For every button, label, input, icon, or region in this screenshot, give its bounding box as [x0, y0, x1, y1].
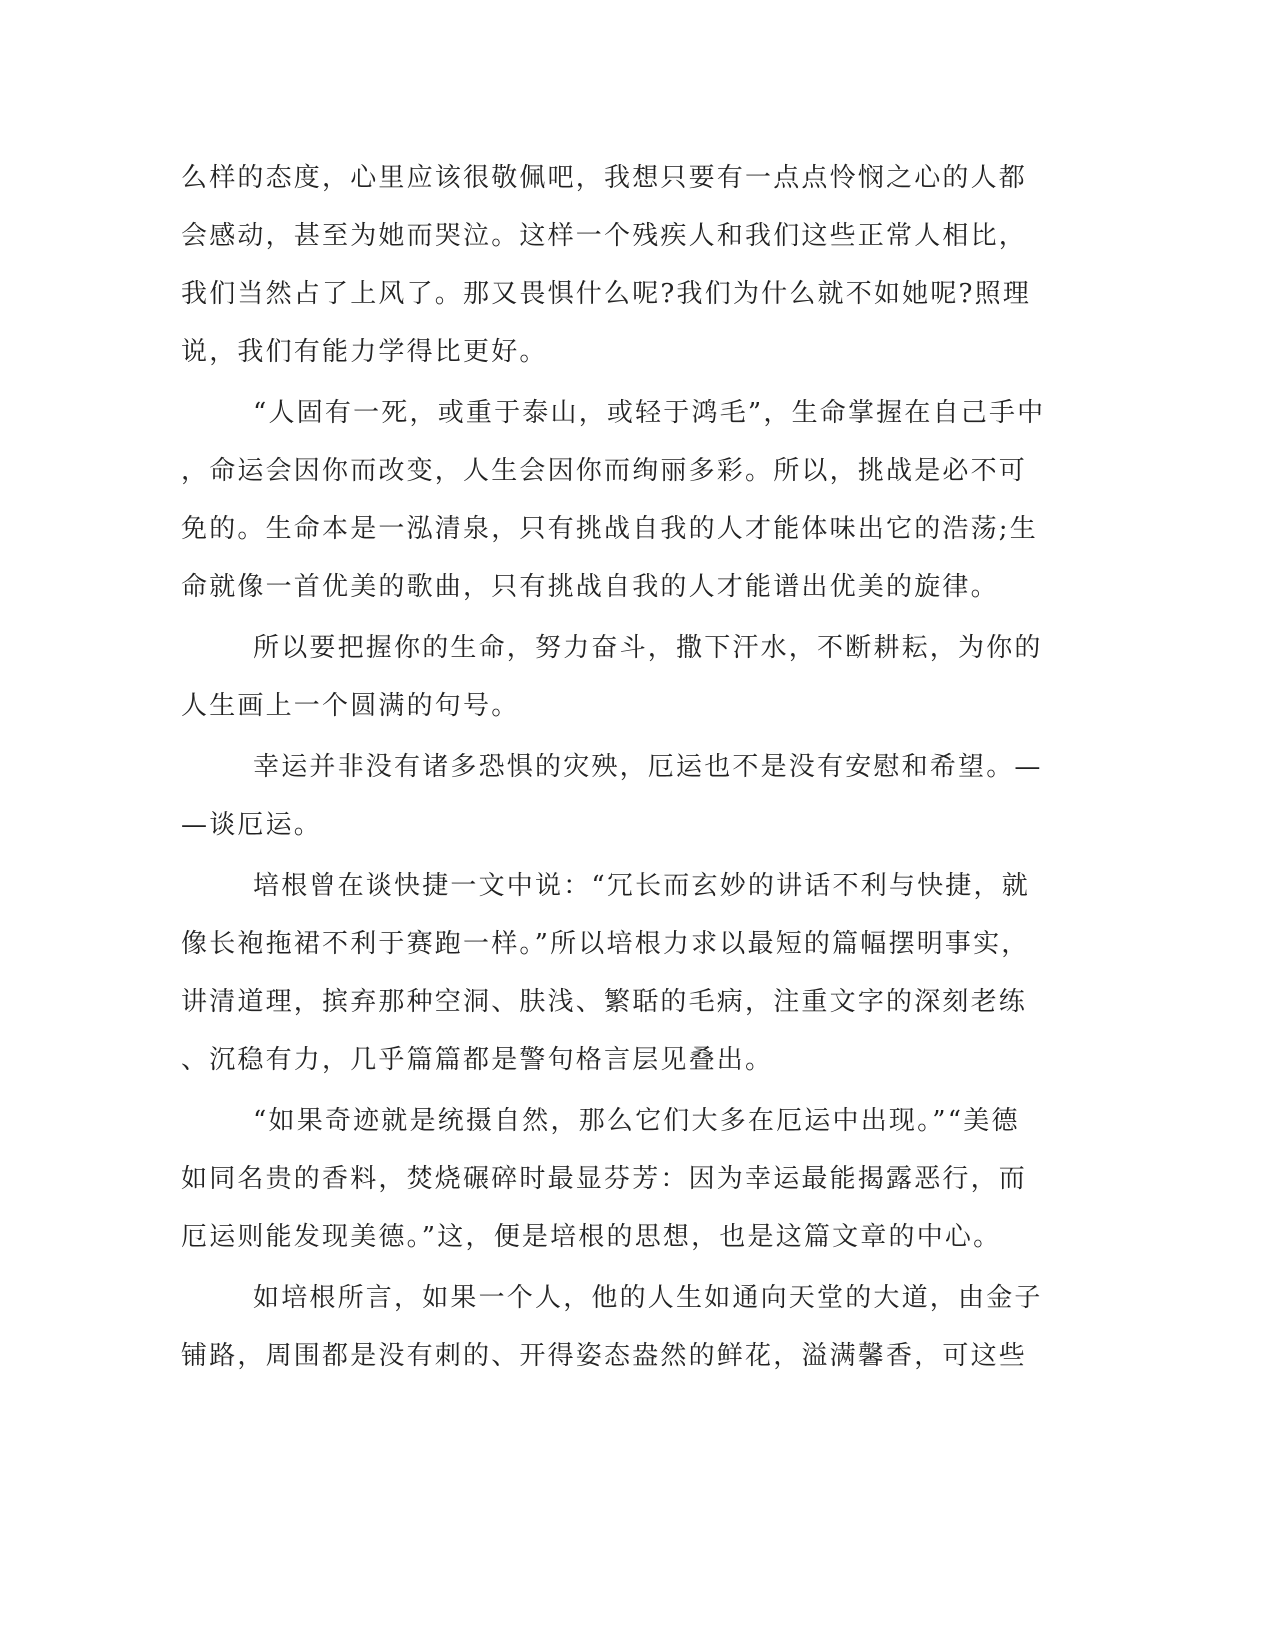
text-line: 么样的态度，心里应该很敬佩吧，我想只要有一点点怜悯之心的人都	[181, 163, 1028, 193]
text-line: 人生画上一个圆满的句号。	[181, 691, 520, 721]
text-line: 幸运并非没有诸多恐惧的灾殃，厄运也不是没有安慰和希望。—	[253, 752, 1043, 782]
text-line: 铺路，周围都是没有刺的、开得姿态盎然的鲜花，溢满馨香，可这些	[181, 1341, 1028, 1371]
text-line: “人固有一死，或重于泰山，或轻于鸿毛”，生命掌握在自己手中	[253, 398, 1046, 428]
text-line: 讲清道理，摈弃那种空洞、肤浅、繁聒的毛病，注重文字的深刻老练	[181, 987, 1028, 1017]
text-line: —谈厄运。	[181, 810, 323, 840]
text-line: 如培根所言，如果一个人，他的人生如通向天堂的大道，由金子	[253, 1283, 1043, 1313]
text-line: 说，我们有能力学得比更好。	[181, 337, 548, 367]
text-line: 像长袍拖裙不利于赛跑一样。”所以培根力求以最短的篇幅摆明事实，	[181, 929, 1030, 959]
text-line: ，命运会因你而改变，人生会因你而绚丽多彩。所以，挑战是必不可	[181, 456, 1028, 486]
text-line: 我们当然占了上风了。那又畏惧什么呢?我们为什么就不如她呢?照理	[181, 279, 1032, 309]
text-line: 会感动，甚至为她而哭泣。这样一个残疾人和我们这些正常人相比，	[181, 221, 1028, 251]
text-line: 、沉稳有力，几乎篇篇都是警句格言层见叠出。	[181, 1045, 774, 1075]
text-line: “如果奇迹就是统摄自然，那么它们大多在厄运中出现。”“美德	[253, 1106, 1020, 1136]
text-line: 免的。生命本是一泓清泉，只有挑战自我的人才能体味出它的浩荡;生	[181, 514, 1038, 544]
text-line: 所以要把握你的生命，努力奋斗，撒下汗水，不断耕耘，为你的	[253, 633, 1043, 663]
text-line: 命就像一首优美的歌曲，只有挑战自我的人才能谱出优美的旋律。	[181, 572, 999, 602]
text-line: 厄运则能发现美德。”这，便是培根的思想，也是这篇文章的中心。	[181, 1222, 1002, 1252]
text-line: 如同名贵的香料，焚烧碾碎时最显芬芳：因为幸运最能揭露恶行，而	[181, 1164, 1028, 1194]
text-line: 培根曾在谈快捷一文中说：“冗长而玄妙的讲话不利与快捷，就	[253, 871, 1030, 901]
